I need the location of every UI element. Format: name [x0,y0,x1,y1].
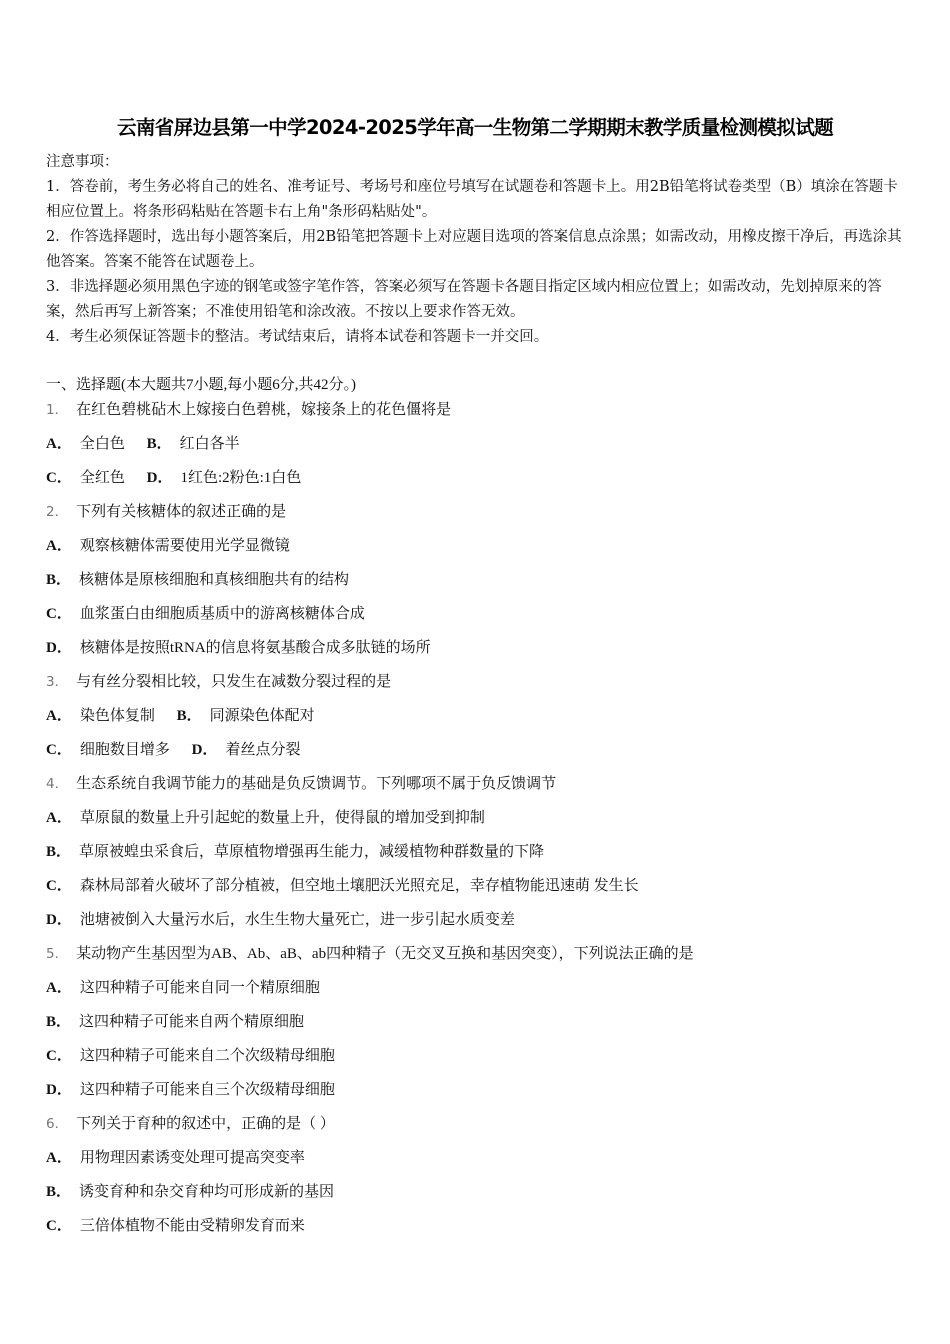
option-a: A． 这四种精子可能来自同一个精原细胞 [46,980,320,996]
page-title: 云南省屏边县第一中学2024-2025学年高一生物第二学期期末教学质量检测模拟试题 [116,116,834,139]
option-d: D． 这四种精子可能来自三个次级精母细胞 [46,1082,335,1098]
question-text: 在红色碧桃砧木上嫁接白色碧桃，嫁接条上的花色僵将是 [76,402,452,418]
option-c: C． 细胞数目增多 [46,742,170,758]
question-stem [46,398,926,432]
option-c: C． 这四种精子可能来自二个次级精母细胞 [46,1048,335,1064]
option-row [46,738,926,772]
question-stem [46,772,926,806]
note-item: 2．作答选择题时，选出每小题答案后，用2B铅笔把答题卡上对应题目选项的答案信息点涂黑；如需改动，用橡皮擦干净后，再选涂其他答案。答案不能答在试题卷上。 [46,229,902,270]
question-number: 3． [46,674,69,690]
question-number: 4． [46,776,69,792]
question-number: 1． [46,402,69,418]
option-row [46,466,926,500]
question-text: 生态系统自我调节能力的基础是负反馈调节。下列哪项不属于负反馈调节 [76,776,557,792]
question-text: 与有丝分裂相比较，只发生在减数分裂过程的是 [76,674,392,690]
section-heading: 一、选择题(本大题共7小题,每小题6分,共42分。) [46,377,356,393]
question-text: 下列有关核糖体的叙述正确的是 [76,504,287,520]
question-number: 2． [46,504,69,520]
option-c: C． 三倍体植物不能由受精卵发育而来 [46,1218,305,1234]
option-b: B． 红白各半 [146,436,240,452]
option-b: B． 诱变育种和杂交育种均可形成新的基因 [46,1184,335,1200]
question-stem [46,670,926,704]
question-stem [46,1112,926,1146]
option-b: B． 核糖体是原核细胞和真核细胞共有的结构 [46,572,350,588]
note-item: 3．非选择题必须用黑色字迹的钢笔或签字笔作答，答案必须写在答题卡各题目指定区域内相应位置上；如需改动，先划掉原来的答案，然后再写上新答案；不准使用铅笔和涂改液。不按以上要求作答无效。 [46,279,882,320]
option-d: D． 着丝点分裂 [191,742,301,758]
option-c: C． 全红色 [46,470,125,486]
option-a: A． 草原鼠的数量上升引起蛇的数量上升，使得鼠的增加受到抑制 [46,810,485,826]
question-stem [46,942,926,976]
note-item: 4．考生必须保证答题卡的整洁。考试结束后，请将本试卷和答题卡一并交回。 [46,329,549,345]
option-row [46,704,926,738]
notes-block [46,150,906,350]
note-item: 1．答卷前，考生务必将自己的姓名、准考证号、考场号和座位号填写在试题卷和答题卡上。用2B铅笔将试卷类型（B）填涂在答题卡相应位置上。将条形码粘贴在答题卡右上角"条形码粘贴处"。 [46,179,898,220]
question-list [46,398,926,1248]
option-row [46,432,926,466]
option-c: C． 血浆蛋白由细胞质基质中的游离核糖体合成 [46,606,365,622]
question-number: 5． [46,946,69,962]
option-d: D． 核糖体是按照tRNA的信息将氨基酸合成多肽链的场所 [46,640,431,656]
option-b: B． 同源染色体配对 [176,708,315,724]
notes-heading: 注意事项： [46,154,119,170]
option-a: A． 观察核糖体需要使用光学显微镜 [46,538,290,554]
option-b: B． 草原被蝗虫采食后，草原植物增强再生能力，减缓植物种群数量的下降 [46,844,545,860]
question-text: 下列关于育种的叙述中，正确的是（ ） [76,1116,335,1132]
option-d: D． 1红色:2粉色:1白色 [146,470,302,486]
option-a: A． 全白色 [46,436,125,452]
question-text: 某动物产生基因型为AB、Ab、aB、ab四种精子（无交叉互换和基因突变），下列说法正确的是 [76,946,694,962]
question-stem [46,500,926,534]
option-d: D． 池塘被倒入大量污水后，水生生物大量死亡，进一步引起水质变差 [46,912,515,928]
option-a: A． 用物理因素诱变处理可提高突变率 [46,1150,305,1166]
option-c: C． 森林局部着火破坏了部分植被，但空地土壤肥沃光照充足，幸存植物能迅速萌 发生长 [46,878,639,894]
option-b: B． 这四种精子可能来自两个精原细胞 [46,1014,305,1030]
question-number: 6． [46,1116,69,1132]
option-a: A． 染色体复制 [46,708,155,724]
